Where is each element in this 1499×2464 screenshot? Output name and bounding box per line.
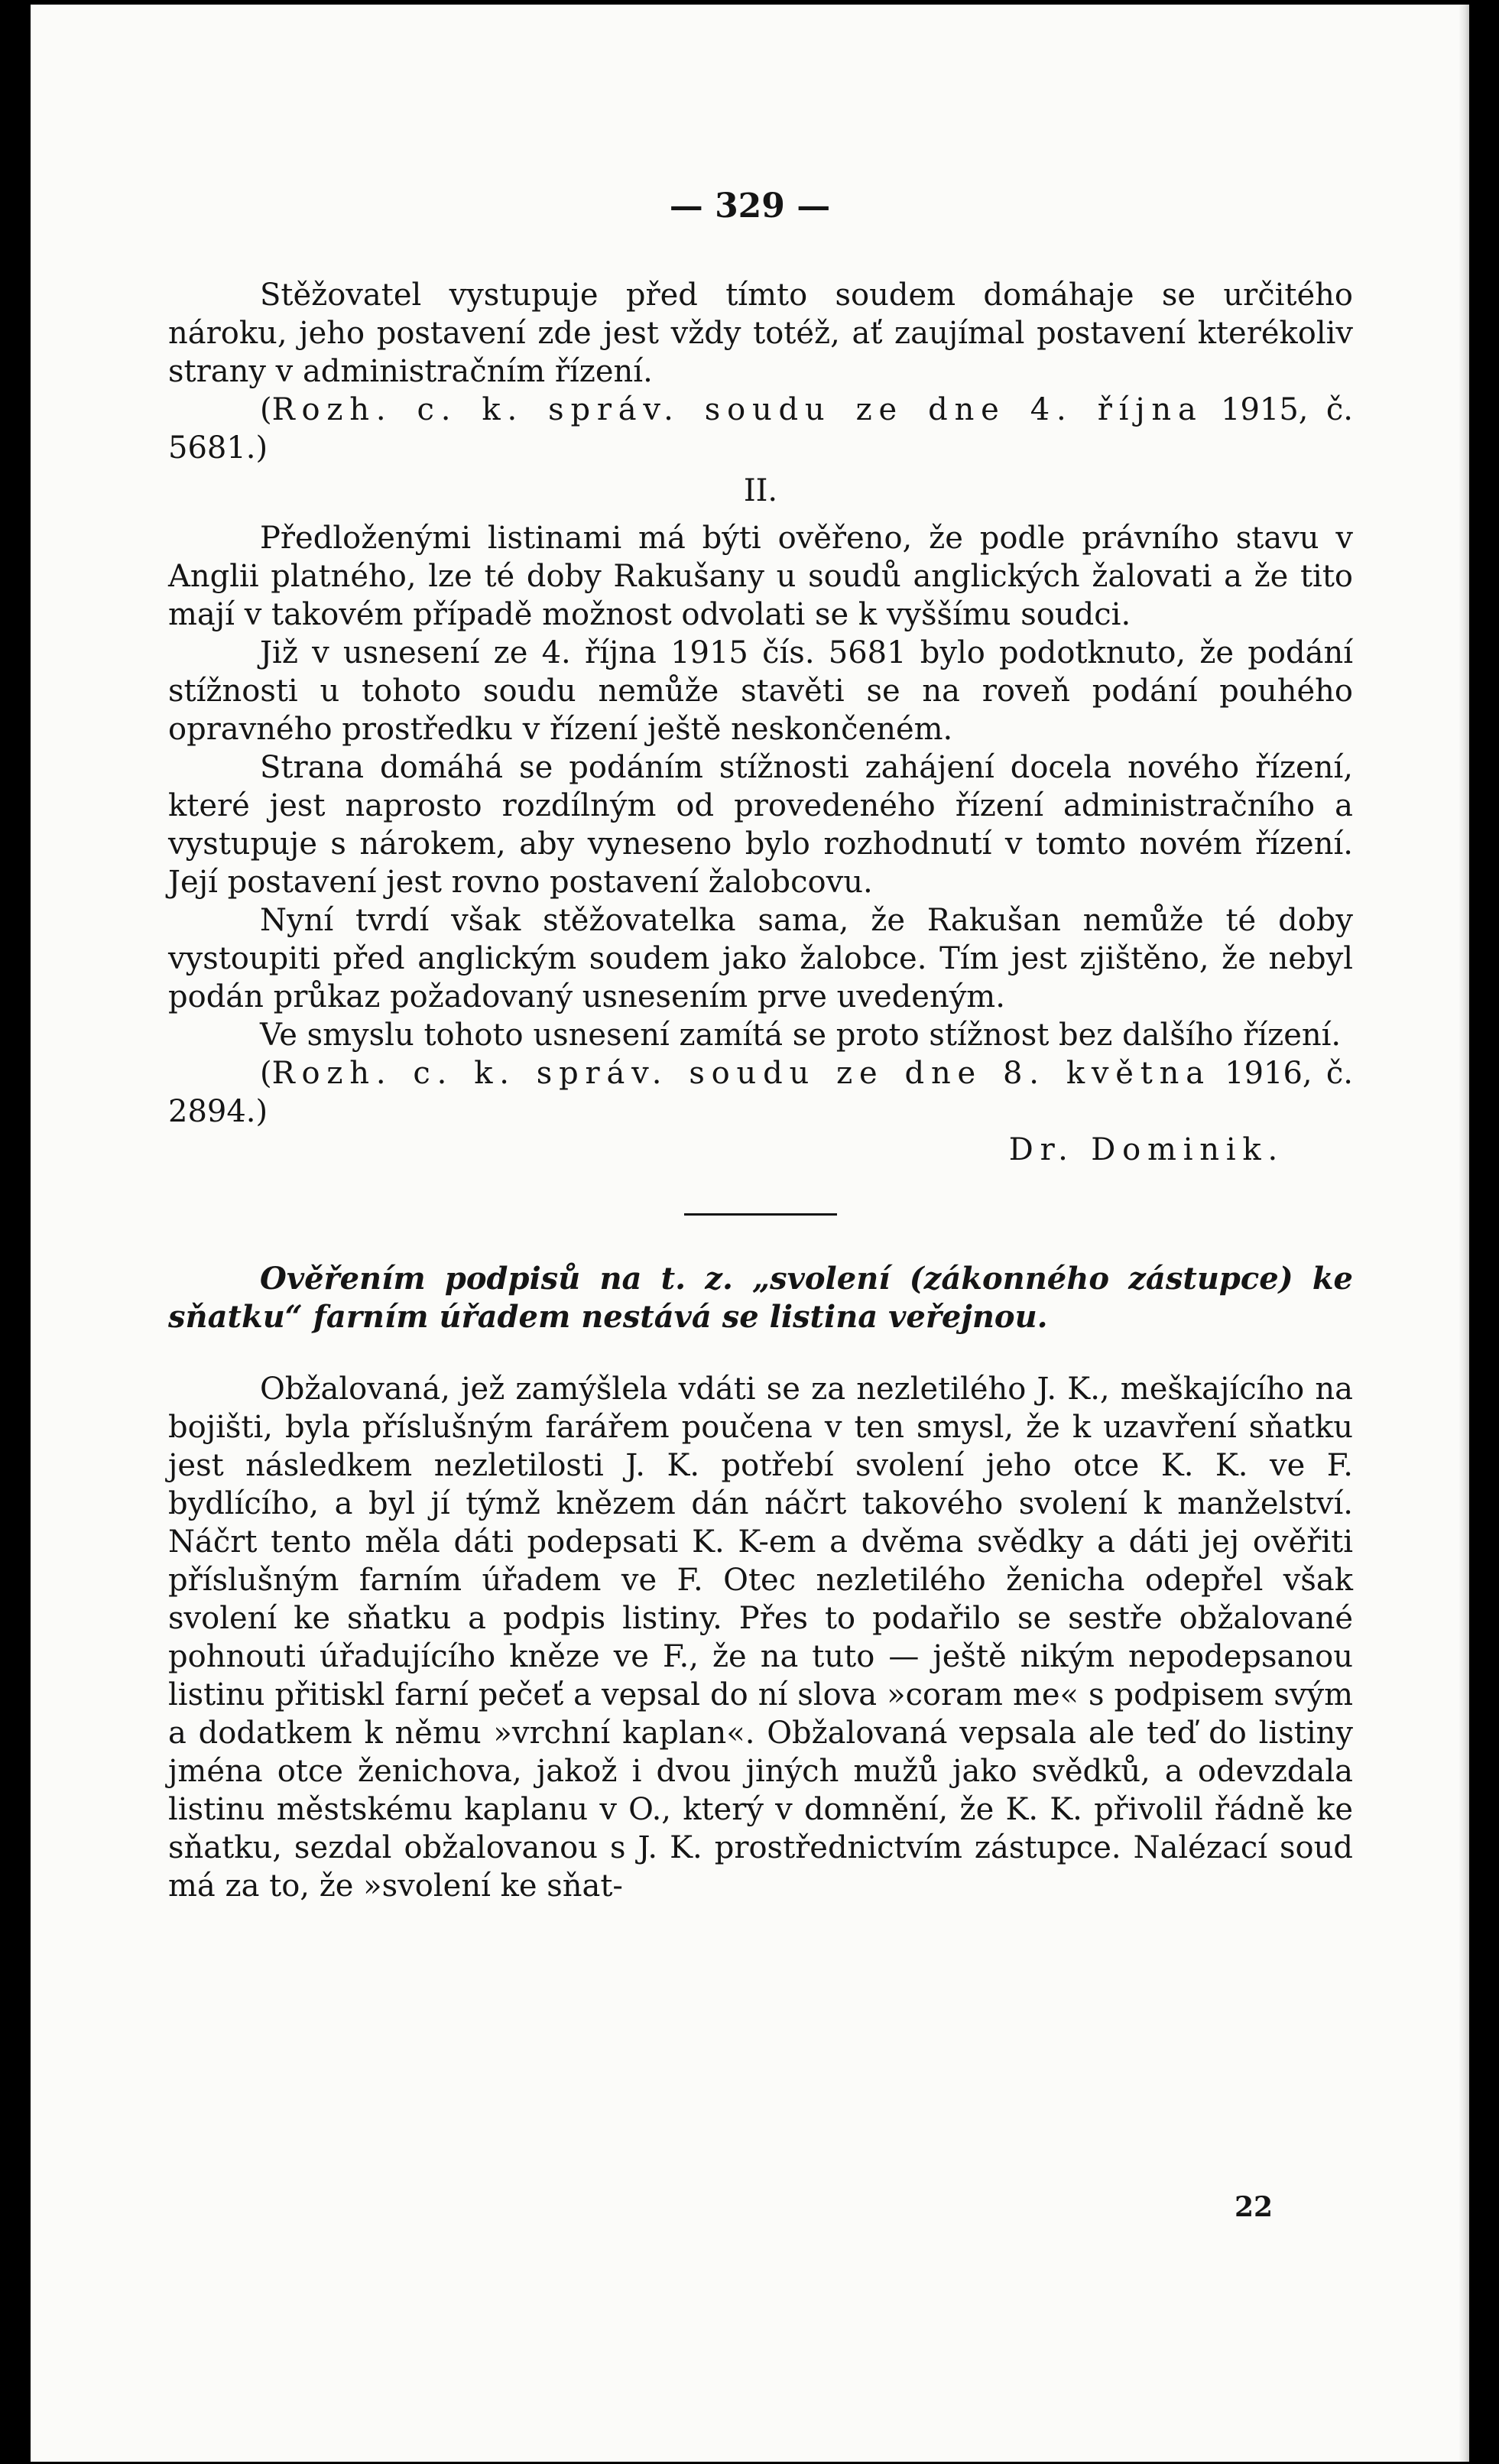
section3-headnote: Ověřením podpisů na t. z. „svolení (zákonného zástupce) ke sňatku“ farním úřadem nestává se listina veřejnou. — [168, 1261, 1353, 1335]
section3-paragraph: Obžalovaná, jež zamýšlela vdáti se za nezletilého J. K., meškajícího na bojišti, byla příslušným farářem poučena v ten smysl, že k uzavření sňatku jest následkem nezletilosti J. K. potřebí svolení jeho otce K. K. ve F. bydlícího, a byl jí týmž knězem dán náčrt takového svolení k manželství. Náčrt tento měla dáti podepsati K. K-em a dvěma svědky a dáti jej ověřiti příslušným farním úřadem ve F. Otec nezletilého ženicha odepřel však svolení ke sňatku a podpis listiny. Přes to podařilo se sestře obžalované pohnouti úřadujícího kněze ve F., že na tuto — ještě nikým nepodepsanou listinu přitiskl farní pečeť a vepsal do ní slova »coram me« s podpisem svým a dodatkem k němu »vrchní kaplan«. Obžalovaná vepsala ale teď do listiny jména otce ženichova, jakož i dvou jiných mužů jako svědků, a odevzdala listinu městskému kaplanu v O., který v domnění, že K. K. přivolil řádně ke sňatku, sezdal obžalovanou s J. K. prostřednictvím zástupce. Nalézací soud má za to, že »svolení ke sňat- — [168, 1372, 1353, 1904]
section2-paragraph: Již v usnesení ze 4. října 1915 čís. 5681 bylo podotknuto, že podání stížnosti u tohoto soudu nemůže stavěti se na roveň podání pouhého opravného prostředku v řízení ještě neskončeném. — [168, 635, 1353, 747]
citation-number: 1915, č. 5681.) — [168, 392, 1353, 466]
section2-citation — [168, 1054, 1353, 1131]
signature-row — [168, 1131, 1353, 1169]
section2-paragraph: Strana domáhá se podáním stížnosti zahájení docela nového řízení, které jest naprosto rozdílným od provedeného řízení administračního a vystupuje s nárokem, aby vyneseno bylo rozhodnutí v tomto novém řízení. Její postavení jest rovno postavení žalobcovu. — [168, 750, 1353, 900]
section1-paragraph: Stěžovatel vystupuje před tímto soudem domáhaje se určitého nároku, jeho postavení zde jest vždy totéž, ať zaujímal postavení kterékoliv strany v administračním řízení. — [168, 278, 1353, 389]
signature: Dr. Dominik. — [1008, 1132, 1284, 1167]
section1-citation — [168, 391, 1353, 467]
page — [31, 5, 1469, 2462]
citation-number: 1916, č. 2894.) — [168, 1056, 1354, 1129]
citation-open: ( — [260, 392, 272, 427]
section-divider — [684, 1213, 837, 1216]
section2-numeral: II. — [743, 473, 778, 508]
page-number: — 329 — — [669, 187, 831, 226]
section2-paragraph: Ve smyslu tohoto usnesení zamítá se proto stížnost bez dalšího řízení. — [260, 1018, 1342, 1053]
sheet-number: 22 — [1235, 2191, 1274, 2223]
citation-court: Rozh. c. k. správ. soudu ze dne 4. října — [271, 392, 1203, 427]
body-text — [168, 276, 1353, 1905]
citation-open: ( — [260, 1056, 272, 1091]
citation-court: Rozh. c. k. správ. soudu ze dne 8. května — [271, 1056, 1211, 1091]
page-edge-shadow — [1458, 5, 1469, 2462]
section2-paragraph: Předloženými listinami má býti ověřeno, že podle právního stavu v Anglii platného, lze té doby Rakušany u soudů anglických žalovati a že tito mají v takovém případě možnost odvolati se k vyššímu soudci. — [168, 521, 1353, 632]
section2-paragraph: Nyní tvrdí však stěžovatelka sama, že Rakušan nemůže té doby vystoupiti před anglickým soudem jako žalobce. Tím jest zjištěno, že nebyl podán průkaz požadovaný usnesením prve uvedeným. — [168, 903, 1353, 1014]
